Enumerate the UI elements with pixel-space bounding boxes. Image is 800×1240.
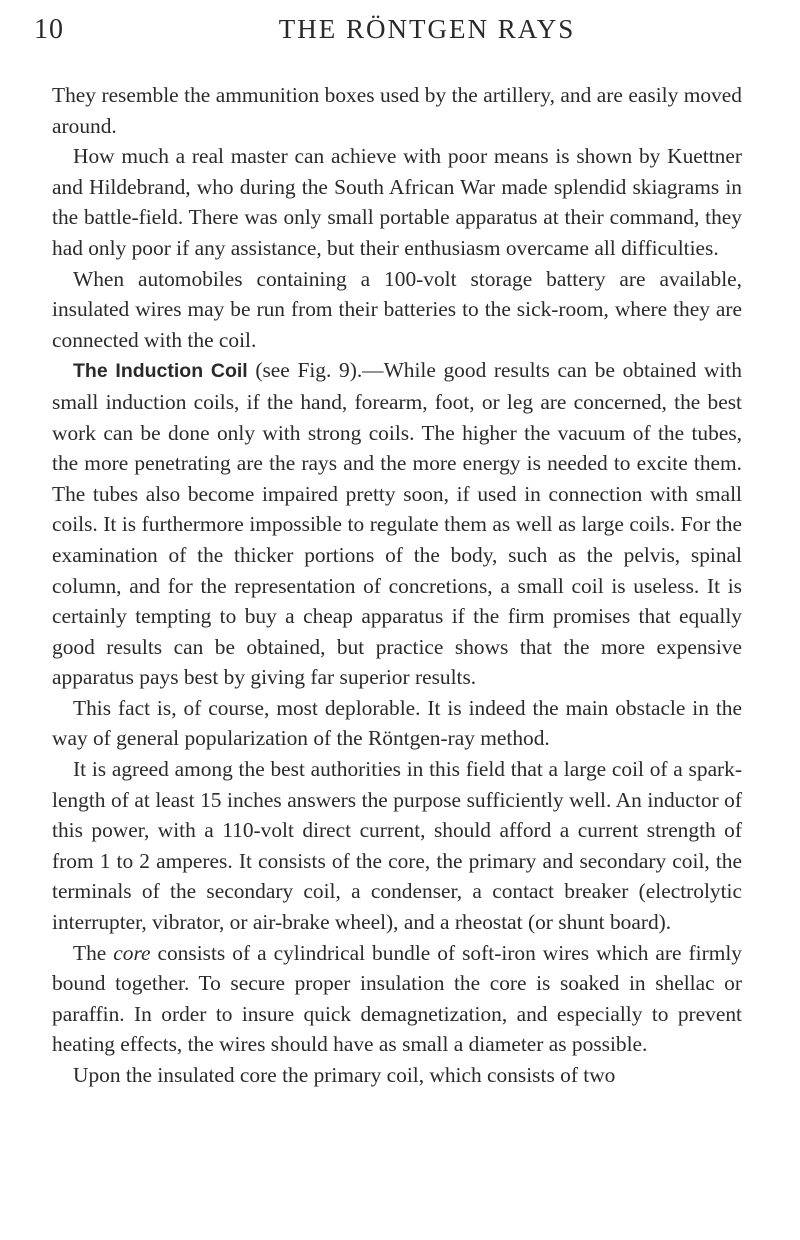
paragraph-deplorable: This fact is, of course, most deplorable. It is indeed the main obstacle in the way of general popularization of the Röntgen-ray method. [52,695,742,751]
term-core: core [113,940,151,965]
paragraph-kuettner-hildebrand: How much a real master can achieve with poor means is shown by Kuettner and Hildebrand, who during the South African War made splendid skiagrams in the battle-field. There was only small portable apparatus at their command, they had only poor if any assistance, but their enthusiasm overcame all difficulties. [52,144,742,260]
paragraph-automobiles: When automobiles containing a 100-volt storage battery are available, insulated wires may be run from their batteries to the sick-room, where they are connected with the coil. [52,266,742,352]
paragraph-core-text: consists of a cylindrical bundle of soft-iron wires which are firmly bound together. To secure proper insulation the core is soaked in shellac or paraffin. In order to insure quick demagnetization, and especially to prevent heating effects, the wires should have as small a diameter as possible. [52,940,742,1057]
body-text [52,80,742,1091]
paragraph-ammunition-boxes: They resemble the ammunition boxes used by the artillery, and are easily moved around. [52,83,742,138]
paragraph-large-coil: It is agreed among the best authorities in this field that a large coil of a spark-length of at least 15 inches answers the purpose sufficiently well. An inductor of this power, with a 110-volt direct current, should afford a current strength of from 1 to 2 amperes. It consists of the core, the primary and secondary coil, the terminals of the secondary coil, a condenser, a contact breaker (electrolytic interrupter, vibrator, or air-brake wheel), and a rheostat (or shunt board). [52,757,742,935]
paragraph-induction-coil [52,355,742,693]
paragraph-induction-coil-text: (see Fig. 9).—While good results can be obtained with small induction coils, if the hand, forearm, foot, or leg are concerned, the best work can be done only with strong coils. The higher the vacuum of the tubes, the more penetrating are the rays and the more energy is needed to excite them. The tubes also become impaired pretty soon, if used in connection with small coils. It is furthermore impossible to regulate them as well as large coils. For the examination of the thicker portions of the body, such as the pelvis, spinal column, and for the representation of concretions, a small coil is useless. It is certainly tempting to buy a cheap apparatus if the firm promises that equally good results can be obtained, but practice shows that the more expensive apparatus pays best by giving far superior results. [52,358,742,690]
paragraph-core-lead: The [73,940,114,965]
page-header [34,8,760,52]
side-heading-induction-coil: The Induction Coil [73,360,248,383]
paragraph-core [52,938,742,1060]
paragraph-primary-coil: Upon the insulated core the primary coil, which consists of two [73,1063,616,1087]
page-number: 10 [34,14,64,45]
running-head: THE RÖNTGEN RAYS [278,14,576,44]
